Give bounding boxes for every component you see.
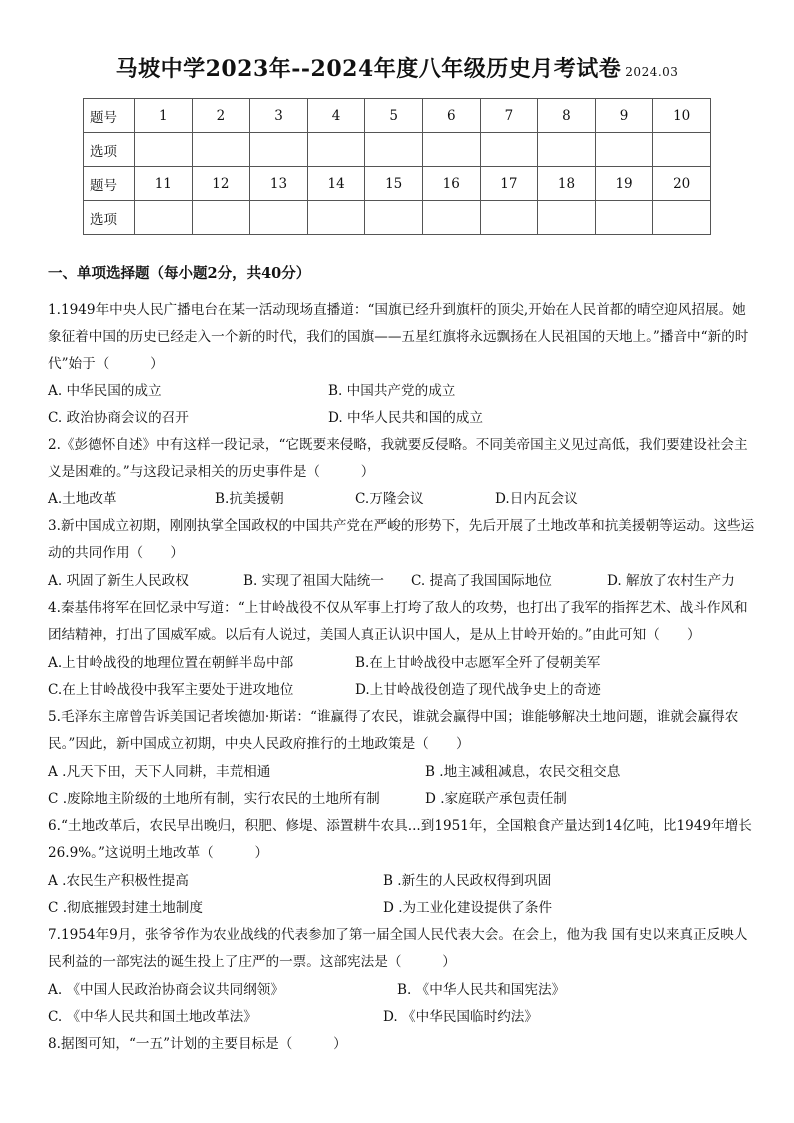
question-number-cell: 1: [135, 99, 193, 133]
option-7d[interactable]: D. 《中华民国临时约法》: [383, 1009, 538, 1025]
answer-cell[interactable]: [250, 201, 308, 235]
answer-cell[interactable]: [192, 133, 250, 167]
option-7c[interactable]: C. 《中华人民共和国土地改革法》: [48, 1009, 257, 1025]
option-3d[interactable]: D. 解放了农村生产力: [607, 573, 735, 589]
option-4a[interactable]: A.上甘岭战役的地理位置在朝鲜半岛中部: [48, 655, 294, 671]
answer-cell[interactable]: [538, 133, 596, 167]
question-3-stem: 3.新中国成立初期，刚刚执掌全国政权的中国共产党在严峻的形势下，先后开展了土地改革和抗美援朝等运动。这些运动的共同作用（ ）: [48, 518, 755, 561]
option-1a[interactable]: A. 中华民国的成立: [48, 383, 162, 399]
option-5b[interactable]: B .地主减租减息，农民交租交息: [425, 764, 621, 780]
answer-cell[interactable]: [192, 201, 250, 235]
question-5-stem: 5.毛泽东主席曾告诉美国记者埃德加·斯诺：“谁赢得了农民，谁就会赢得中国；谁能够解决土地问题，谁就会赢得农民。”因此，新中国成立初期，中央人民政府推行的土地政策是（ ）: [48, 709, 739, 752]
question-number-cell: 13: [250, 167, 308, 201]
answer-cell[interactable]: [307, 201, 365, 235]
answer-cell[interactable]: [365, 201, 423, 235]
answer-cell[interactable]: [422, 133, 480, 167]
question-number-cell: 5: [365, 99, 423, 133]
option-6b[interactable]: B .新生的人民政权得到巩固: [383, 873, 552, 889]
section-title: 一、单项选择题（每小题2分，共40分）: [48, 265, 311, 282]
question-number-cell: 6: [422, 99, 480, 133]
option-5a[interactable]: A .凡天下田，天下人同耕，丰荒相通: [48, 764, 271, 780]
question-4-stem: 4.秦基伟将军在回忆录中写道：“上甘岭战役不仅从军事上打垮了敌人的攻势，也打出了我军的指挥艺术、战斗作风和团结精神，打出了国威军威。以后有人说过，美国人真正认识中国人，是从上甘岭开始的。”由此可知（ ）: [48, 600, 748, 643]
answer-cell[interactable]: [307, 133, 365, 167]
option-4c[interactable]: C.在上甘岭战役中我军主要处于进攻地位: [48, 682, 294, 698]
answer-table-number-row-2: [84, 167, 711, 201]
option-3c[interactable]: C. 提高了我国国际地位: [411, 573, 552, 589]
option-5d[interactable]: D .家庭联产承包责任制: [425, 791, 567, 807]
question-number-cell: 11: [135, 167, 193, 201]
option-2c[interactable]: C.万隆会议: [355, 491, 424, 507]
answer-table-number-row-1: [84, 99, 711, 133]
row-label-choice: 选项: [84, 133, 135, 167]
question-number-cell: 19: [595, 167, 653, 201]
question-7-stem: 7.1954年9月，张爷爷作为农业战线的代表参加了第一届全国人民代表大会。在会上，他为我 国有史以来真正反映人民利益的一部宪法的诞生投上了庄严的一票。这部宪法是（ ）: [48, 927, 748, 970]
answer-cell[interactable]: [480, 201, 538, 235]
title-text: 马坡中学2023年--2024年度八年级历史月考试卷: [115, 56, 622, 82]
answer-table-choice-row-2: [84, 201, 711, 235]
option-2a[interactable]: A.土地改革: [48, 491, 117, 507]
option-3a[interactable]: A. 巩固了新生人民政权: [48, 573, 189, 589]
answer-cell[interactable]: [135, 133, 193, 167]
question-number-cell: 7: [480, 99, 538, 133]
question-number-cell: 15: [365, 167, 423, 201]
answer-cell[interactable]: [653, 133, 711, 167]
question-6-stem: 6.“土地改革后，农民早出晚归，积肥、修堤、添置耕牛农具...到1951年，全国粮食产量达到14亿吨，比1949年增长26.9%。”这说明土地改革（ ）: [48, 818, 752, 861]
option-1d[interactable]: D. 中华人民共和国的成立: [328, 410, 483, 426]
option-2b[interactable]: B.抗美援朝: [215, 491, 284, 507]
question-number-cell: 8: [538, 99, 596, 133]
row-label-number: 题号: [84, 99, 135, 133]
question-number-cell: 2: [192, 99, 250, 133]
option-7b[interactable]: B. 《中华人民共和国宪法》: [397, 982, 566, 998]
answer-cell[interactable]: [135, 201, 193, 235]
option-6a[interactable]: A .农民生产积极性提高: [48, 873, 189, 889]
answer-cell[interactable]: [422, 201, 480, 235]
answer-cell[interactable]: [538, 201, 596, 235]
answer-cell[interactable]: [250, 133, 308, 167]
answer-cell[interactable]: [480, 133, 538, 167]
question-2-stem: 2.《彭德怀自述》中有这样一段记录，“它既要来侵略，我就要反侵略。不同美帝国主义见过高低，我们要建设社会主义是困难的。”与这段记录相关的历史事件是（ ）: [48, 437, 748, 480]
exam-date: 2024.03: [625, 65, 679, 79]
option-6c[interactable]: C .彻底摧毁封建土地制度: [48, 900, 203, 916]
option-1c[interactable]: C. 政治协商会议的召开: [48, 410, 189, 426]
option-2d[interactable]: D.日内瓦会议: [495, 491, 578, 507]
answer-cell[interactable]: [595, 201, 653, 235]
option-4d[interactable]: D.上甘岭战役创造了现代战争史上的奇迹: [355, 682, 601, 698]
question-number-cell: 20: [653, 167, 711, 201]
question-number-cell: 17: [480, 167, 538, 201]
answer-cell[interactable]: [365, 133, 423, 167]
question-number-cell: 16: [422, 167, 480, 201]
answer-table: [83, 98, 711, 235]
option-7a[interactable]: A. 《中国人民政治协商会议共同纲领》: [48, 982, 284, 998]
answer-table-choice-row-1: [84, 133, 711, 167]
option-3b[interactable]: B. 实现了祖国大陆统一: [243, 573, 384, 589]
row-label-number: 题号: [84, 167, 135, 201]
option-1b[interactable]: B. 中国共产党的成立: [328, 383, 456, 399]
answer-cell[interactable]: [595, 133, 653, 167]
row-label-choice: 选项: [84, 201, 135, 235]
question-number-cell: 18: [538, 167, 596, 201]
option-4b[interactable]: B.在上甘岭战役中志愿军全歼了侵朝美军: [355, 655, 601, 671]
question-number-cell: 14: [307, 167, 365, 201]
question-number-cell: 10: [653, 99, 711, 133]
question-number-cell: 3: [250, 99, 308, 133]
question-number-cell: 4: [307, 99, 365, 133]
option-5c[interactable]: C .废除地主阶级的土地所有制，实行农民的土地所有制: [48, 791, 380, 807]
question-1-stem: 1.1949年中央人民广播电台在某一活动现场直播道：“国旗已经升到旗杆的顶尖,开始在人民首都的晴空迎风招展。她象征着中国的历史已经走入一个新的时代，我们的国旗——五星红旗将永远飘扬在人民祖国的天地上。”播音中“新的时代”始于（ ）: [48, 302, 749, 372]
answer-cell[interactable]: [653, 201, 711, 235]
option-6d[interactable]: D .为工业化建设提供了条件: [383, 900, 553, 916]
exam-title: [0, 52, 794, 83]
question-number-cell: 12: [192, 167, 250, 201]
question-8-stem: 8.据图可知，“一五”计划的主要目标是（ ）: [48, 1036, 347, 1052]
question-number-cell: 9: [595, 99, 653, 133]
